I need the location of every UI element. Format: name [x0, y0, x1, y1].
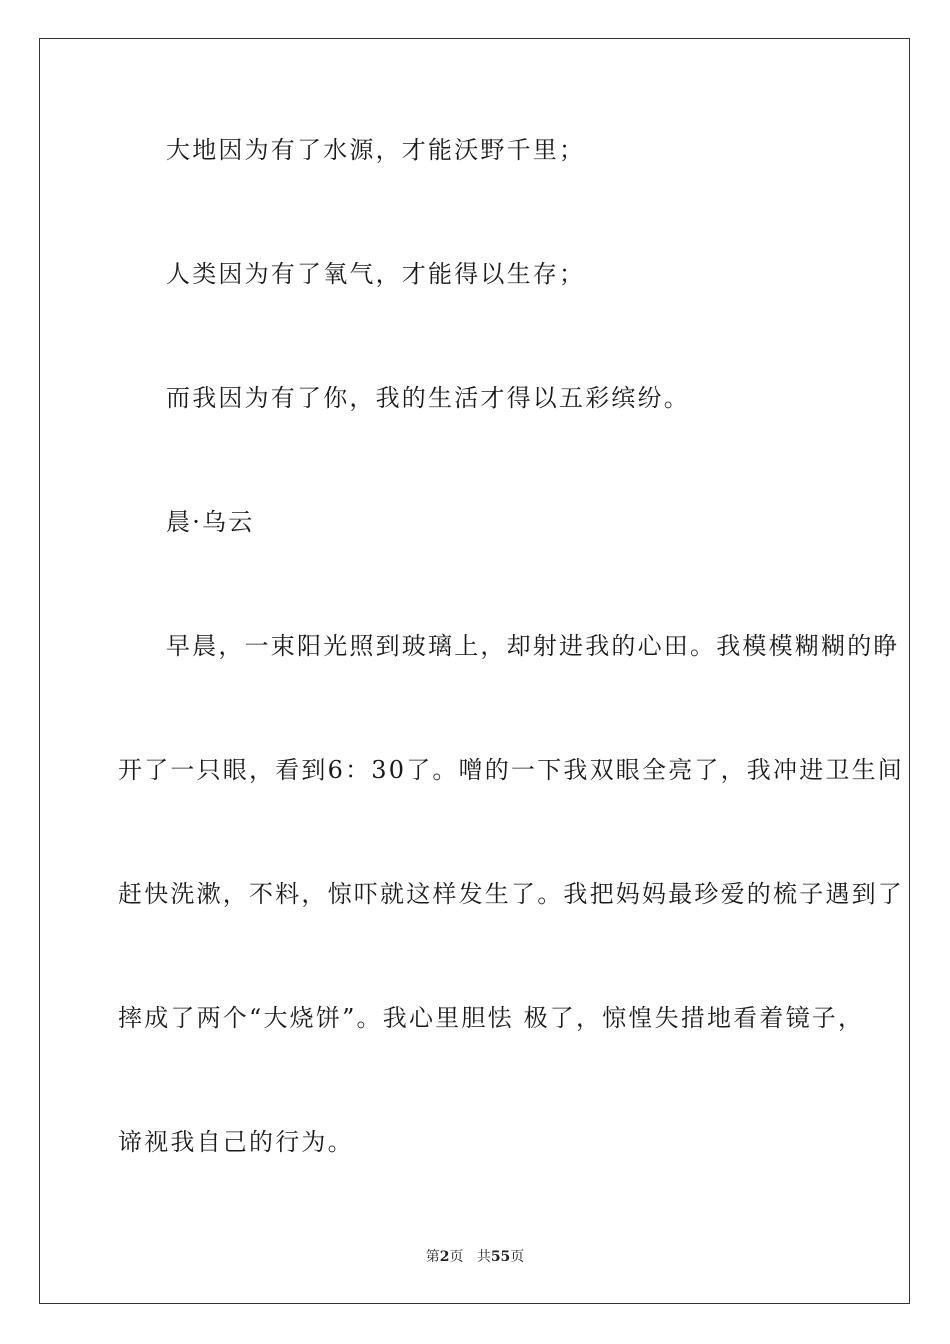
page-border — [39, 38, 910, 1304]
text-line-7: 赶快洗漱，不料，惊吓就这样发生了。我把妈妈最珍爱的梳子遇到了 — [118, 880, 904, 908]
footer-total-prefix: 共 — [476, 1249, 491, 1265]
section-heading: 晨·乌云 — [166, 508, 255, 536]
footer-total-pages: 55 — [490, 1249, 511, 1265]
footer-page-prefix: 第 — [425, 1249, 440, 1265]
text-line-5: 早晨，一束阳光照到玻璃上，却射进我的心田。我模模糊糊的睁 — [166, 632, 900, 660]
footer-page-number: 2 — [439, 1249, 450, 1265]
footer-total-suffix: 页 — [510, 1249, 525, 1265]
text-line-8: 摔成了两个“大烧饼”。我心里胆怯 极了，惊惶失措地看着镜子， — [118, 1004, 865, 1032]
text-line-3: 而我因为有了你，我的生活才得以五彩缤纷。 — [166, 384, 690, 412]
text-line-9: 谛视我自己的行为。 — [118, 1128, 354, 1156]
page-footer — [0, 1247, 950, 1267]
footer-page-suffix: 页 — [449, 1249, 464, 1265]
text-line-6: 开了一只眼，看到6：30了。噌的一下我双眼全亮了，我冲进卫生间 — [118, 756, 905, 784]
text-line-2: 人类因为有了氧气，才能得以生存； — [166, 260, 586, 288]
text-line-1: 大地因为有了水源，才能沃野千里； — [166, 136, 586, 164]
